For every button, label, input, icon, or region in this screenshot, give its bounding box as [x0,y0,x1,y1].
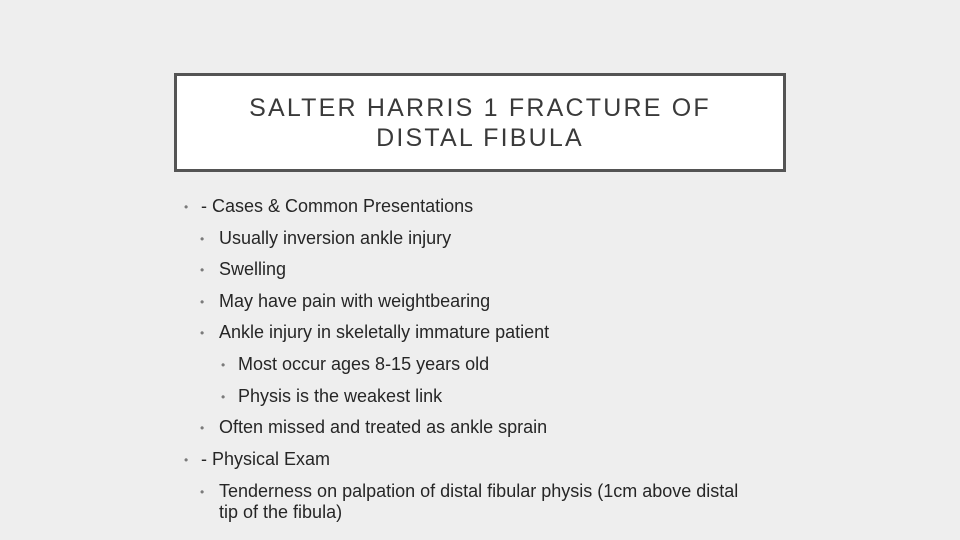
slide-title [210,93,750,153]
bullet-item [200,480,739,503]
bullet-item [184,195,474,218]
bullet-item [184,448,331,471]
bullet-text: Usually inversion ankle injury [219,228,452,248]
bullet-item [200,290,491,313]
bullet-item [200,227,452,250]
bullet-text: Tenderness on palpation of distal fibular physis (1cm above distal [219,481,739,501]
bullet-text: Physis is the weakest link [238,386,443,406]
bullet-icon: • [200,421,205,435]
bullet-text: May have pain with weightbearing [219,291,491,311]
bullet-icon: • [200,485,205,499]
bullet-item [221,385,443,408]
title-box [174,73,786,172]
bullet-icon: • [184,453,189,467]
bullet-text: tip of the fibula) [219,502,343,522]
bullet-text: Ankle injury in skeletally immature patient [219,322,550,342]
bullet-text: Often missed and treated as ankle sprain [219,417,548,437]
bullet-icon: • [200,263,205,277]
bullet-item [200,416,548,439]
slide-title-line-1: SALTER HARRIS 1 FRACTURE OF [249,93,711,122]
bullet-item-continuation [219,501,342,524]
bullet-icon: • [200,232,205,246]
bullet-icon: • [184,200,189,214]
bullet-item [221,353,490,376]
bullet-text: Most occur ages 8-15 years old [238,354,490,374]
bullet-icon: • [221,358,226,372]
bullet-text: - Physical Exam [201,449,331,469]
bullet-icon: • [200,326,205,340]
bullet-item [200,258,287,281]
slide-title-line-2: DISTAL FIBULA [376,123,584,152]
bullet-icon: • [221,390,226,404]
bullet-icon: • [200,295,205,309]
bullet-text: Swelling [219,259,287,279]
bullet-text: - Cases & Common Presentations [201,196,474,216]
bullet-item [200,321,550,344]
